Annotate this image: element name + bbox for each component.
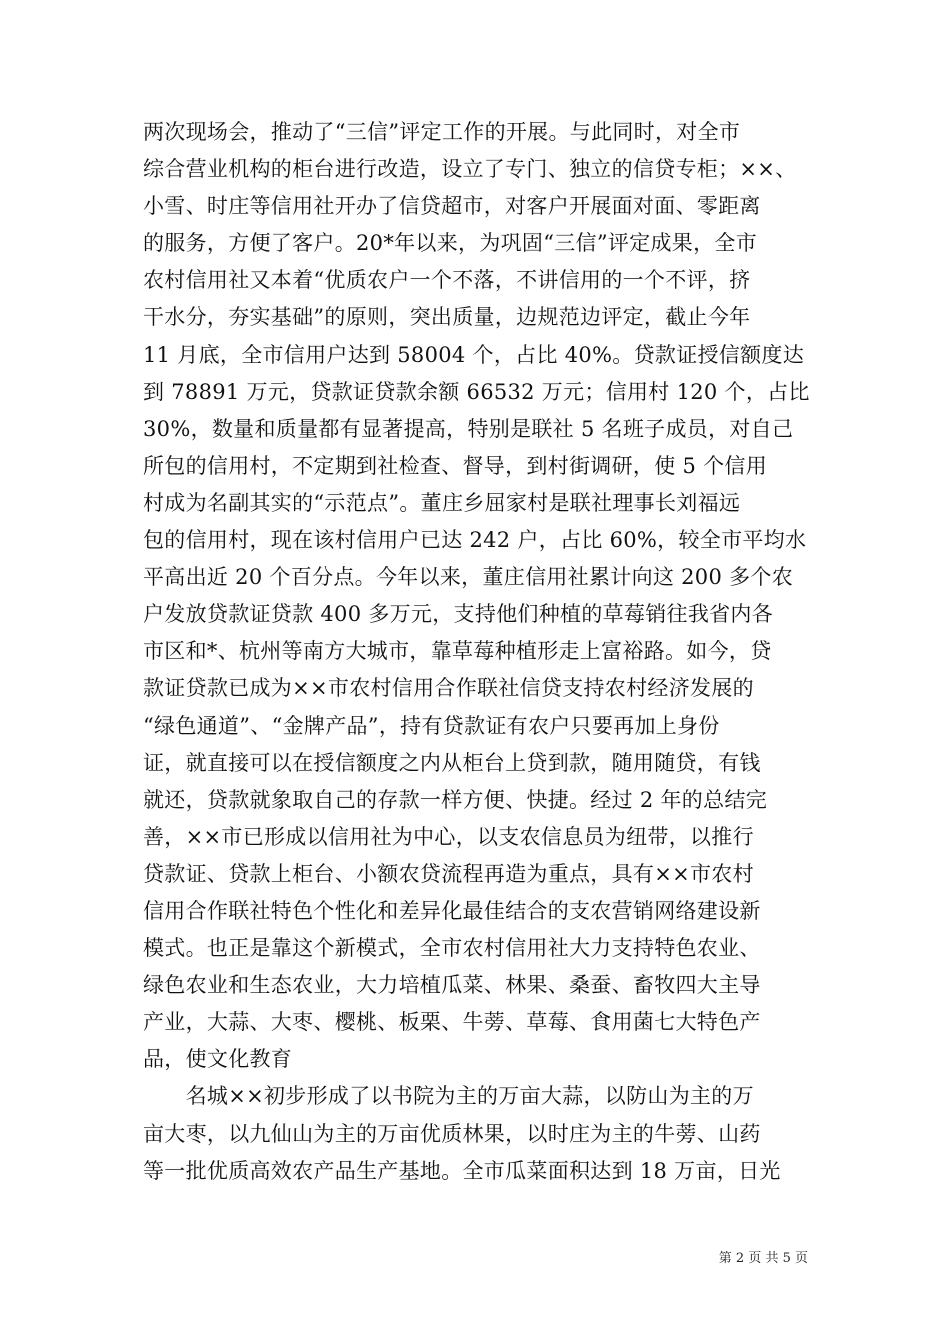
text-line: 名城××初步形成了以书院为主的万亩大蒜，以防山为主的万	[143, 1084, 754, 1109]
text-line: 包的信用村，现在该村信用户已达 242 户，占比 60%，较全市平均水	[143, 528, 807, 553]
text-line: 11 月底，全市信用户达到 58004 个，占比 40%。贷款证授信额度达	[143, 342, 805, 367]
text-line: 等一批优质高效农产品生产基地。全市瓜菜面积达到 18 万亩，日光	[143, 1158, 781, 1183]
text-line: 小雪、时庄等信用社开办了信贷超市，对客户开展面对面、零距离	[143, 194, 761, 219]
text-line: 30%，数量和质量都有显著提高，特别是联社 5 名班子成员，对自己	[143, 416, 794, 441]
text-line: 贷款证、贷款上柜台、小额农贷流程再造为重点，具有××市农村	[143, 861, 754, 886]
text-line: 干水分，夯实基础”的原则，突出质量，边规范边评定，截止今年	[143, 305, 751, 330]
text-line: 信用合作联社特色个性化和差异化最佳结合的支农营销网络建设新	[143, 898, 761, 923]
text-line: 绿色农业和生态农业，大力培植瓜菜、林果、桑蚕、畜牧四大主导	[143, 973, 761, 998]
text-line: “绿色通道”、“金牌产品”，持有贷款证有农户只要再加上身份	[143, 713, 720, 738]
text-line: 产业，大蒜、大枣、樱桃、板栗、牛蒡、草莓、食用菌七大特色产	[143, 1010, 761, 1035]
document-body	[143, 114, 815, 1190]
text-line: 亩大枣，以九仙山为主的万亩优质林果，以时庄为主的牛蒡、山药	[143, 1121, 761, 1146]
text-line: 就还，贷款就象取自己的存款一样方便、快捷。经过 2 年的总结完	[143, 787, 768, 812]
text-line: 品，使文化教育	[143, 1047, 293, 1072]
text-line: 两次现场会，推动了“三信”评定工作的开展。与此同时，对全市	[143, 120, 741, 144]
text-line: 市区和*、杭州等南方大城市，靠草莓种植形走上富裕路。如今，贷	[143, 639, 772, 664]
text-line: 证，就直接可以在授信额度之内从柜台上贷到款，随用随贷，有钱	[143, 750, 761, 775]
text-line: 所包的信用村，不定期到社检查、督导，到村街调研，使 5 个信用	[143, 453, 768, 478]
text-line: 农村信用社又本着“优质农户一个不落，不讲信用的一个不评，挤	[143, 268, 751, 293]
page-number: 第 2 页 共 5 页	[718, 1251, 808, 1266]
text-line: 户发放贷款证贷款 400 多万元，支持他们种植的草莓销往我省内各	[143, 602, 774, 627]
text-line: 到 78891 万元，贷款证贷款余额 66532 万元；信用村 120 个，占比	[143, 379, 810, 404]
text-line: 的服务，方便了客户。20*年以来，为巩固“三信”评定成果，全市	[143, 231, 757, 256]
text-line: 村成为名副其实的“示范点”。董庄乡屈家村是联社理事长刘福远	[143, 490, 741, 515]
text-line: 款证贷款已成为××市农村信用合作联社信贷支持农村经济发展的	[143, 676, 754, 701]
text-line: 平高出近 20 个百分点。今年以来，董庄信用社累计向这 200 多个农	[143, 565, 794, 590]
text-line: 模式。也正是靠这个新模式，全市农村信用社大力支持特色农业、	[143, 936, 761, 961]
text-line: 综合营业机构的柜台进行改造，设立了专门、独立的信贷专柜；××、	[143, 157, 797, 182]
text-line: 善，××市已形成以信用社为中心，以支农信息员为纽带，以推行	[143, 824, 754, 849]
